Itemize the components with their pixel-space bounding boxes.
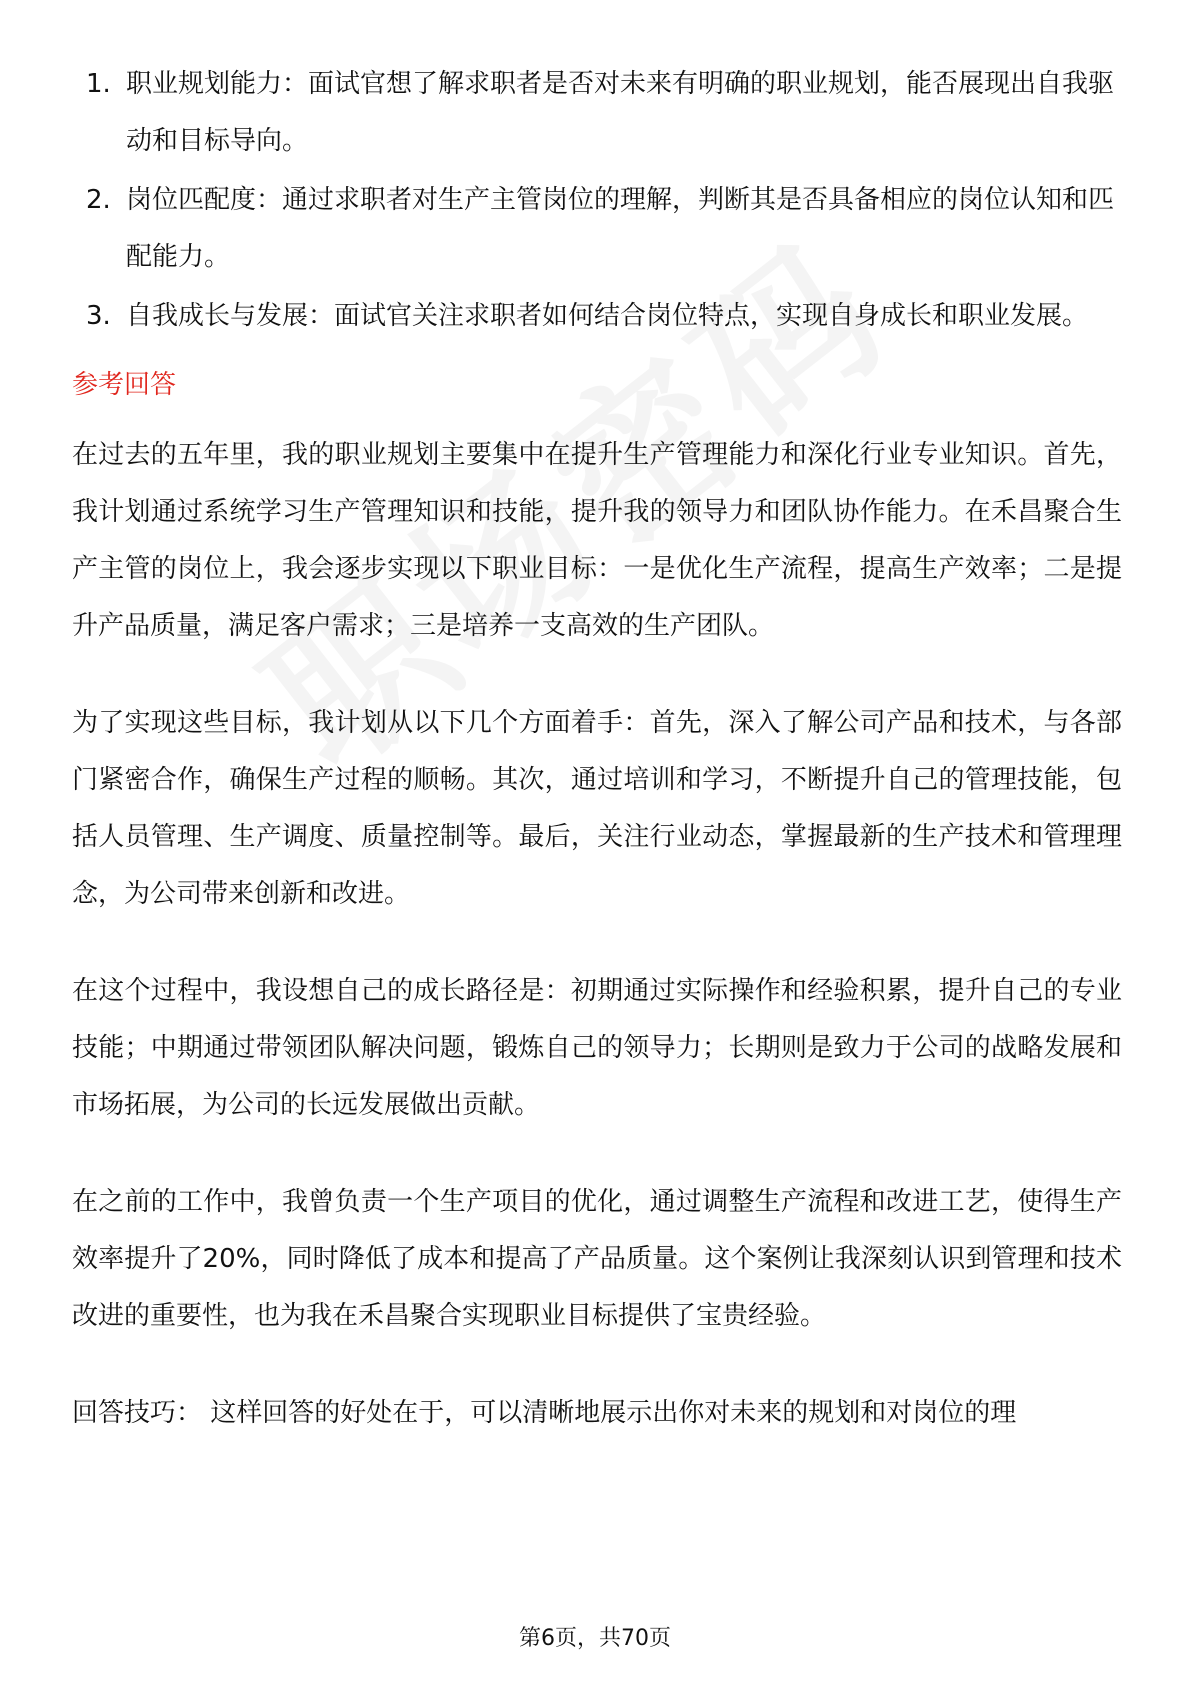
answer-tips-paragraph: 回答技巧： 这样回答的好处在于，可以清晰地展示出你对未来的规划和对岗位的理	[72, 1398, 1017, 1428]
answer-paragraph: 为了实现这些目标，我计划从以下几个方面着手：首先，深入了解公司产品和技术，与各部门紧密合作，确保生产过程的顺畅。其次，通过培训和学习，不断提升自己的管理技能，包括人员管理、生产调度、质量控制等。最后，关注行业动态，掌握最新的生产技术和管理理念，为公司带来创新和改进。	[72, 708, 1122, 909]
section-title: 参考回答	[72, 370, 177, 400]
list-item-text: 岗位匹配度：通过求职者对生产主管岗位的理解，判断其是否具备相应的岗位认知和匹配能力。	[126, 185, 1115, 272]
list-item	[72, 288, 1122, 345]
list-item-number: 3.	[86, 301, 111, 331]
list-item-text: 职业规划能力：面试官想了解求职者是否对未来有明确的职业规划，能否展现出自我驱动和目标导向。	[126, 69, 1115, 156]
page-number-footer: 第6页，共70页	[519, 1626, 671, 1651]
answer-paragraph: 在之前的工作中，我曾负责一个生产项目的优化，通过调整生产流程和改进工艺，使得生产效率提升了20%，同时降低了成本和提高了产品质量。这个案例让我深刻认识到管理和技术改进的重要性，也为我在禾昌聚合实现职业目标提供了宝贵经验。	[72, 1187, 1122, 1331]
page-content	[72, 56, 1122, 1442]
answer-paragraph: 在过去的五年里，我的职业规划主要集中在提升生产管理能力和深化行业专业知识。首先，我计划通过系统学习生产管理知识和技能，提升我的领导力和团队协作能力。在禾昌聚合生产主管的岗位上，我会逐步实现以下职业目标：一是优化生产流程，提高生产效率；二是提升产品质量，满足客户需求；三是培养一支高效的生产团队。	[72, 440, 1122, 641]
list-item-number: 2.	[86, 185, 111, 215]
list-item	[72, 172, 1122, 286]
answer-paragraph: 在这个过程中，我设想自己的成长路径是：初期通过实际操作和经验积累，提升自己的专业技能；中期通过带领团队解决问题，锻炼自己的领导力；长期则是致力于公司的战略发展和市场拓展，为公司的长远发展做出贡献。	[72, 976, 1122, 1120]
list-item-text: 自我成长与发展：面试官关注求职者如何结合岗位特点，实现自身成长和职业发展。	[126, 301, 1089, 331]
list-item-number: 1.	[86, 69, 111, 99]
list-item	[72, 56, 1122, 170]
evaluation-points-list	[72, 56, 1122, 345]
